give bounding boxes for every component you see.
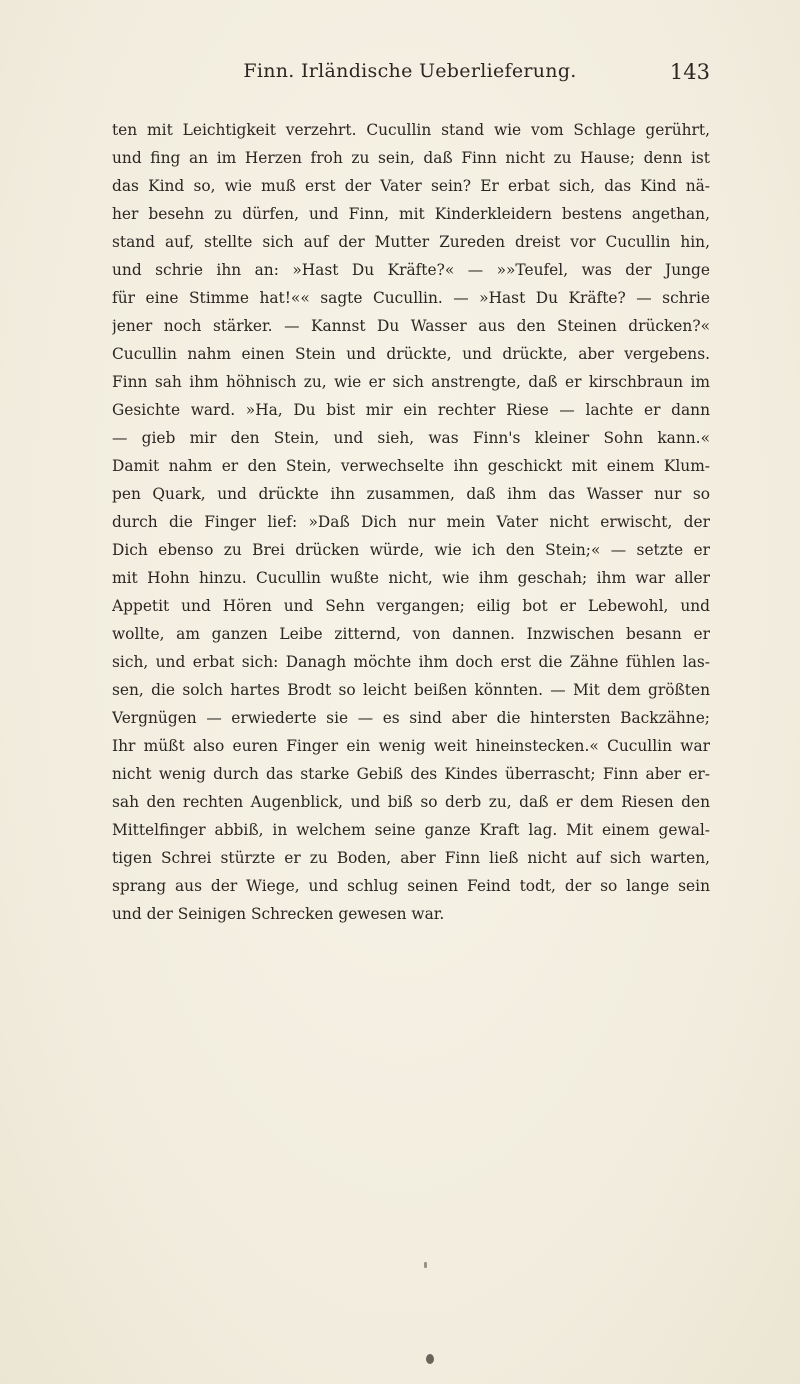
text-line: Vergnügen — erwiederte sie — es sind aber die hintersten Backzähne;: [112, 709, 710, 727]
text-line: jener noch stärker. — Kannst Du Wasser aus den Steinen drücken?«: [112, 317, 710, 335]
ink-spot: [426, 1354, 434, 1364]
text-line: pen Quark, und drückte ihn zusammen, daß ihm das Wasser nur so: [112, 485, 710, 503]
text-line: wollte, am ganzen Leibe zitternd, von dannen. Inzwischen besann er: [112, 625, 710, 643]
text-line: — gieb mir den Stein, und sieh, was Finn's kleiner Sohn kann.«: [112, 429, 710, 447]
text-line: Cucullin nahm einen Stein und drückte, und drückte, aber vergebens.: [112, 345, 710, 363]
running-head: [110, 60, 710, 90]
text-line: Gesichte ward. »Ha, Du bist mir ein rechter Riese — lachte er dann: [112, 401, 710, 419]
text-line: Finn sah ihm höhnisch zu, wie er sich anstrengte, daß er kirschbraun im: [112, 373, 710, 391]
text-line: das Kind so, wie muß erst der Vater sein? Er erbat sich, das Kind nä-: [112, 177, 710, 195]
text-line: ten mit Leichtigkeit verzehrt. Cucullin stand wie vom Schlage gerührt,: [112, 121, 710, 139]
text-line: und fing an im Herzen froh zu sein, daß Finn nicht zu Hause; denn ist: [112, 149, 710, 167]
text-line: Mittelfinger abbiß, in welchem seine ganze Kraft lag. Mit einem gewal-: [112, 821, 710, 839]
text-line: nicht wenig durch das starke Gebiß des Kindes überrascht; Finn aber er-: [112, 765, 710, 783]
text-line: her besehn zu dürfen, und Finn, mit Kinderkleidern bestens angethan,: [112, 205, 710, 223]
paper-speck: [424, 1262, 427, 1268]
text-line: Ihr müßt also euren Finger ein wenig weit hineinstecken.« Cucullin war: [112, 737, 710, 755]
text-line: und schrie ihn an: »Hast Du Kräfte?« — »»Teufel, was der Junge: [112, 261, 710, 279]
text-line: mit Hohn hinzu. Cucullin wußte nicht, wie ihm geschah; ihm war aller: [112, 569, 710, 587]
text-line: sprang aus der Wiege, und schlug seinen Feind todt, der so lange sein: [112, 877, 710, 895]
page-number: 143: [669, 60, 710, 84]
text-line: sen, die solch hartes Brodt so leicht beißen könnten. — Mit dem größten: [112, 681, 710, 699]
text-line: sah den rechten Augenblick, und biß so derb zu, daß er dem Riesen den: [112, 793, 710, 811]
body-text: [112, 116, 710, 928]
running-title: Finn. Irländische Ueberlieferung.: [243, 60, 577, 82]
text-line: durch die Finger lief: »Daß Dich nur mein Vater nicht erwischt, der: [112, 513, 710, 531]
text-line: sich, und erbat sich: Danagh möchte ihm doch erst die Zähne fühlen las-: [112, 653, 710, 671]
text-line: Dich ebenso zu Brei drücken würde, wie ich den Stein;« — setzte er: [112, 541, 710, 559]
text-line: und der Seinigen Schrecken gewesen war.: [112, 905, 445, 923]
text-line: stand auf, stellte sich auf der Mutter Zureden dreist vor Cucullin hin,: [112, 233, 710, 251]
text-line: tigen Schrei stürzte er zu Boden, aber Finn ließ nicht auf sich warten,: [112, 849, 710, 867]
text-line: Appetit und Hören und Sehn vergangen; eilig bot er Lebewohl, und: [112, 597, 710, 615]
text-line: für eine Stimme hat!«« sagte Cucullin. — »Hast Du Kräfte? — schrie: [112, 289, 710, 307]
text-line: Damit nahm er den Stein, verwechselte ihn geschickt mit einem Klum-: [112, 457, 710, 475]
